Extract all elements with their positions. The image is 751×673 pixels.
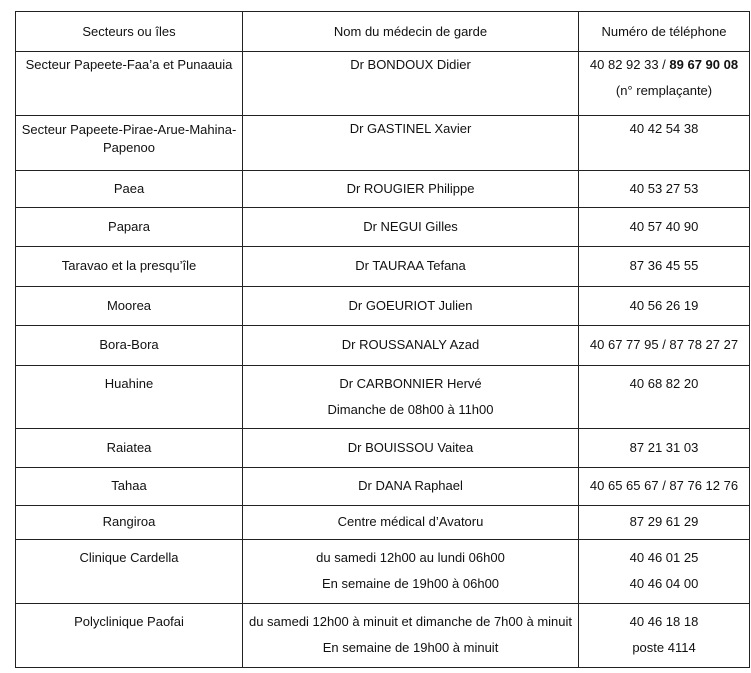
phone-text: 40 65 65 67 / 87 76 12 76 — [589, 478, 739, 493]
sector-cell — [16, 287, 243, 326]
phone-cell — [579, 326, 750, 366]
sector-text: Bora-Bora — [99, 337, 159, 352]
sector-text: Secteur Papeete-Pirae-Arue-Mahina-Papenoo — [21, 122, 237, 155]
phone-text-secondary: 40 46 04 00 — [629, 576, 699, 591]
header-phone — [579, 12, 750, 52]
phone-cell — [579, 52, 750, 116]
table-row — [16, 208, 750, 247]
phone-replacement: 89 67 90 08 — [669, 57, 739, 72]
sector-cell — [16, 116, 243, 171]
phone-primary: 40 82 92 33 / — [589, 57, 670, 72]
table-row — [16, 287, 750, 326]
sector-text: Clinique Cardella — [79, 550, 179, 565]
phone-text: 40 68 82 20 — [629, 376, 699, 391]
phone-cell — [579, 247, 750, 287]
sector-cell — [16, 326, 243, 366]
doctor-cell — [243, 506, 579, 540]
phone-text: 87 21 31 03 — [629, 440, 699, 455]
sector-text: Secteur Papeete-Faa’a et Punaauia — [25, 57, 233, 72]
table-row — [16, 326, 750, 366]
doctor-text: Dr TAURAA Tefana — [355, 258, 466, 273]
doctor-cell — [243, 247, 579, 287]
table-row — [16, 247, 750, 287]
phone-text: 40 67 77 95 / 87 78 27 27 — [589, 337, 739, 352]
doctor-text: Dr NEGUI Gilles — [363, 219, 458, 234]
doctor-cell — [243, 326, 579, 366]
sector-text: Paea — [113, 181, 145, 196]
phone-note: (n° remplaçante) — [615, 83, 713, 98]
doctor-hours-weekend: du samedi 12h00 au lundi 06h00 — [316, 550, 505, 565]
phone-text — [582, 52, 746, 78]
table-row — [16, 429, 750, 468]
phone-text: 40 46 18 18 — [629, 614, 699, 629]
sector-cell — [16, 506, 243, 540]
doctor-cell — [243, 366, 579, 429]
doctor-cell — [243, 429, 579, 468]
header-sector-label: Secteurs ou îles — [82, 24, 176, 39]
phone-cell — [579, 208, 750, 247]
sector-text: Taravao et la presqu’île — [61, 258, 197, 273]
doctor-text: Dr ROUGIER Philippe — [346, 181, 475, 196]
doctor-cell — [243, 116, 579, 171]
table-row — [16, 52, 750, 116]
phone-extension: poste 4114 — [632, 640, 696, 655]
phone-cell — [579, 171, 750, 208]
doctor-hours: Dimanche de 08h00 à 11h00 — [327, 402, 494, 417]
phone-cell — [579, 506, 750, 540]
sector-cell — [16, 604, 243, 668]
doctor-cell — [243, 208, 579, 247]
table-row — [16, 468, 750, 506]
phone-text: 40 46 01 25 — [629, 550, 699, 565]
table-row — [16, 171, 750, 208]
phone-text: 40 56 26 19 — [629, 298, 699, 313]
sector-cell — [16, 540, 243, 604]
phone-cell — [579, 468, 750, 506]
phone-cell — [579, 540, 750, 604]
doctor-cell — [243, 540, 579, 604]
table-row — [16, 540, 750, 604]
doctor-cell — [243, 604, 579, 668]
table-row — [16, 116, 750, 171]
header-phone-label: Numéro de téléphone — [601, 24, 727, 39]
sector-text: Moorea — [106, 298, 152, 313]
phone-text: 40 57 40 90 — [629, 219, 699, 234]
doctor-hours-weekend: du samedi 12h00 à minuit et dimanche de 7h00 à minuit — [248, 614, 573, 629]
header-row — [16, 12, 750, 52]
doctor-text: Dr GOEURIOT Julien — [348, 298, 473, 313]
sector-text: Papara — [108, 219, 150, 234]
table-row — [16, 506, 750, 540]
doctor-cell — [243, 468, 579, 506]
doctor-text: Dr GASTINEL Xavier — [349, 121, 472, 136]
doctor-text: Dr BOUISSOU Vaitea — [347, 440, 474, 455]
sector-cell — [16, 247, 243, 287]
sector-cell — [16, 208, 243, 247]
phone-text: 40 53 27 53 — [629, 181, 699, 196]
sector-cell — [16, 468, 243, 506]
sector-cell — [16, 429, 243, 468]
sector-text: Tahaa — [111, 478, 147, 493]
table-row — [16, 604, 750, 668]
sector-text: Huahine — [104, 376, 154, 391]
doctor-hours-week: En semaine de 19h00 à minuit — [322, 640, 499, 655]
table-row — [16, 366, 750, 429]
doctor-cell — [243, 287, 579, 326]
doctor-text: Dr BONDOUX Didier — [350, 57, 471, 72]
phone-cell — [579, 604, 750, 668]
sector-cell — [16, 366, 243, 429]
phone-cell — [579, 429, 750, 468]
sector-cell — [16, 171, 243, 208]
sector-text: Polyclinique Paofai — [74, 614, 184, 629]
doctor-text: Dr DANA Raphael — [358, 478, 463, 493]
sector-text: Rangiroa — [102, 514, 156, 529]
doctor-text: Dr ROUSSANALY Azad — [341, 337, 480, 352]
doctor-cell — [243, 52, 579, 116]
doctor-cell — [243, 171, 579, 208]
doctor-text: Dr CARBONNIER Hervé — [339, 376, 482, 391]
phone-text: 87 29 61 29 — [629, 514, 699, 529]
header-sector — [16, 12, 243, 52]
doctor-hours-week: En semaine de 19h00 à 06h00 — [321, 576, 500, 591]
sector-text: Raiatea — [106, 440, 152, 455]
phone-text: 40 42 54 38 — [629, 121, 699, 136]
phone-cell — [579, 287, 750, 326]
sector-cell — [16, 52, 243, 116]
header-doctor-label: Nom du médecin de garde — [333, 24, 488, 39]
on-call-doctors-table — [15, 11, 750, 668]
header-doctor — [243, 12, 579, 52]
phone-cell — [579, 116, 750, 171]
doctor-text: Centre médical d’Avatoru — [337, 514, 484, 529]
phone-cell — [579, 366, 750, 429]
phone-text: 87 36 45 55 — [629, 258, 699, 273]
